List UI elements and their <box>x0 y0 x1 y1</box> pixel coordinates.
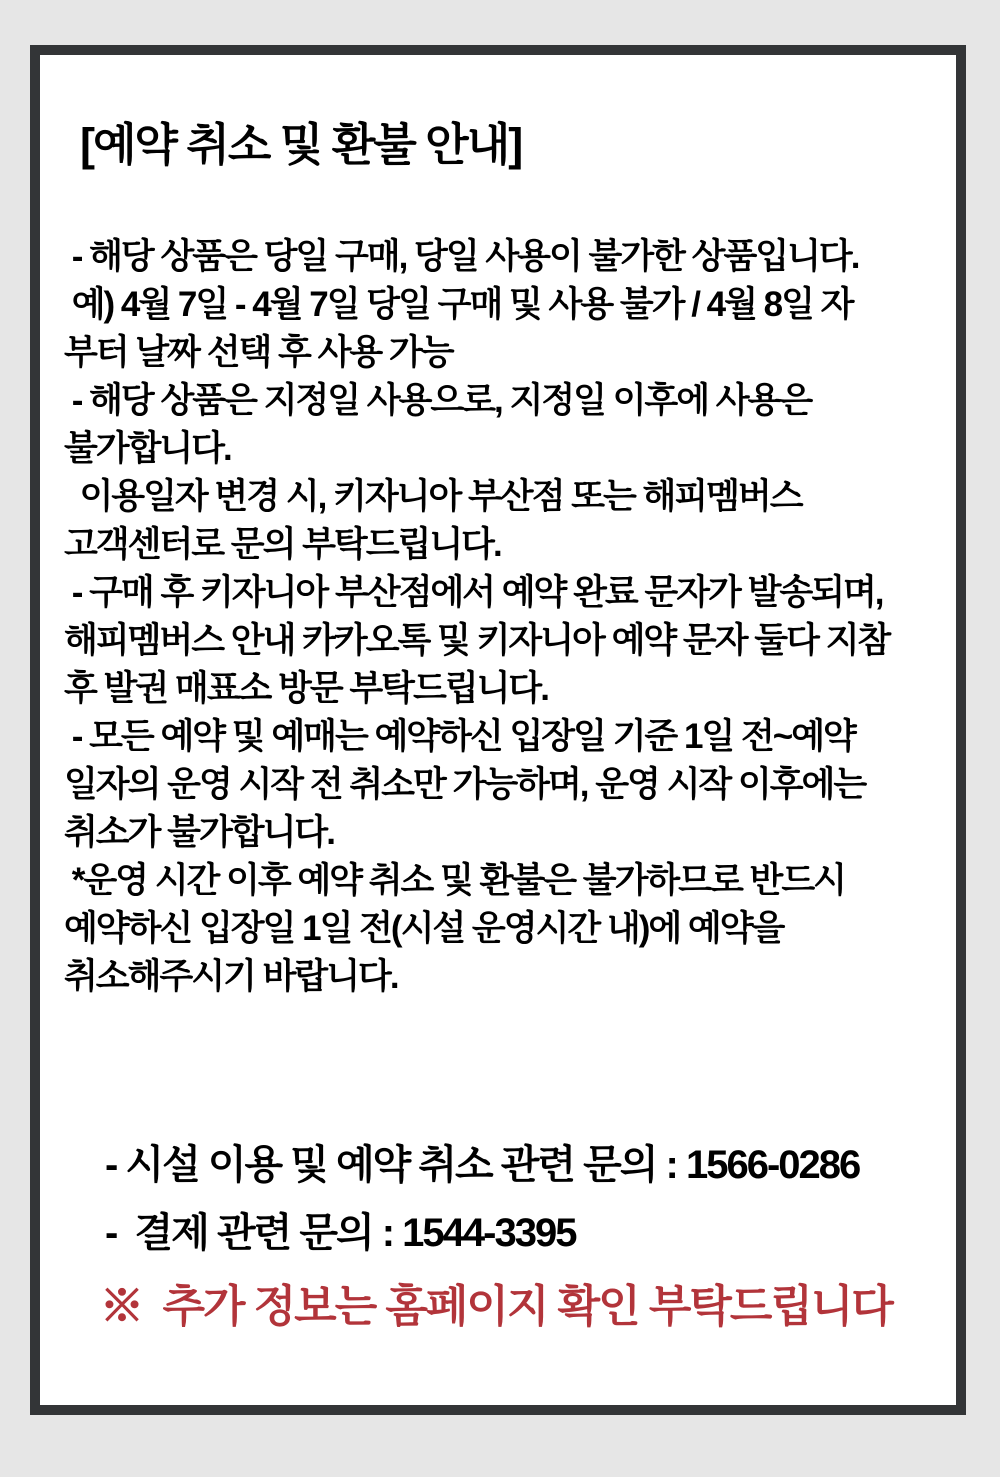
body-line: 후 발권 매표소 방문 부탁드립니다. <box>64 669 548 708</box>
body-line: 일자의 운영 시작 전 취소만 가능하며, 운영 시작 이후에는 <box>64 765 866 804</box>
body-line: - 구매 후 키자니아 부산점에서 예약 완료 문자가 발송되며, <box>64 573 883 612</box>
body-line: - 해당 상품은 당일 구매, 당일 사용이 불가한 상품입니다. <box>64 237 859 276</box>
body-line: 부터 날짜 선택 후 사용 가능 <box>64 333 453 372</box>
contact-line-facility-phone: - 시설 이용 및 예약 취소 관련 문의 : 1566-0286 <box>105 1143 860 1187</box>
notice-title: [예약 취소 및 환불 안내] <box>80 119 522 170</box>
body-line: 취소가 불가합니다. <box>64 813 334 852</box>
body-line: 예) 4월 7일 - 4월 7일 당일 구매 및 사용 불가 / 4월 8일 자 <box>64 285 853 324</box>
body-line: - 모든 예약 및 예매는 예약하신 입장일 기준 1일 전~예약 <box>64 717 855 756</box>
contact-line-payment-phone: - 결제 관련 문의 : 1544-3395 <box>105 1211 576 1255</box>
notice-body <box>64 233 944 1001</box>
body-line: - 해당 상품은 지정일 사용으로, 지정일 이후에 사용은 <box>64 381 812 420</box>
notice-frame <box>30 45 966 1415</box>
body-line: 이용일자 변경 시, 키자니아 부산점 또는 해피멤버스 <box>64 477 802 516</box>
body-line: 취소해주시기 바랍니다. <box>64 957 398 996</box>
body-line: 고객센터로 문의 부탁드립니다. <box>64 525 501 564</box>
footer-homepage-notice: ※ 추가 정보는 홈페이지 확인 부탁드립니다 <box>100 1282 892 1331</box>
body-line: *운영 시간 이후 예약 취소 및 환불은 불가하므로 반드시 <box>64 861 845 900</box>
contact-section <box>105 1131 955 1267</box>
body-line: 예약하신 입장일 1일 전(시설 운영시간 내)에 예약을 <box>64 909 784 948</box>
body-line: 해피멤버스 안내 카카오톡 및 키자니아 예약 문자 둘다 지참 <box>64 621 890 660</box>
body-line: 불가합니다. <box>64 429 231 468</box>
